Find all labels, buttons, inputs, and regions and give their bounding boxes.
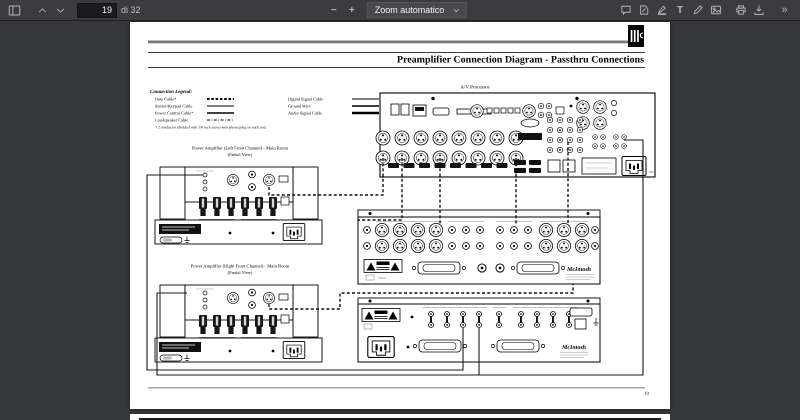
speech-bubble-icon <box>620 4 632 16</box>
legend-item: Audio Signal Cable <box>288 110 322 116</box>
image-icon <box>710 4 722 16</box>
legend-item: Data Cable* <box>155 96 177 102</box>
preamplifier-unit <box>358 210 600 284</box>
pdf-toolbar <box>0 0 800 21</box>
save-button[interactable] <box>750 2 768 18</box>
printer-icon <box>735 4 747 16</box>
more-tools-button[interactable]: » <box>781 4 787 16</box>
pdf-page-19 <box>130 22 670 409</box>
chevron-up-icon <box>37 5 48 16</box>
page-content <box>130 22 670 410</box>
image-tool-button[interactable] <box>707 2 725 18</box>
toolbar-right-group <box>617 2 800 18</box>
page-header <box>148 25 645 68</box>
print-button[interactable] <box>732 2 750 18</box>
legend-item: Power Control Cable* <box>155 110 194 116</box>
pdf-page-20-edge <box>130 414 670 420</box>
signature-icon <box>638 4 650 16</box>
download-icon <box>753 4 765 16</box>
text-icon: T <box>676 4 684 16</box>
zoom-in-button[interactable]: + <box>348 4 355 16</box>
draw-tool-button[interactable] <box>689 2 707 18</box>
signature-tool-button[interactable] <box>635 2 653 18</box>
amp-left-label: Power Amplifier (Left Front Channel) - Main Room <box>191 145 289 151</box>
pen-icon <box>692 4 704 16</box>
sidebar-toggle-button[interactable] <box>5 2 23 18</box>
preamp-brand-label: McIntosh <box>566 267 592 273</box>
zoom-out-button[interactable]: − <box>330 4 337 16</box>
toolbar-zoom-group <box>325 0 467 20</box>
mcintosh-logo <box>628 25 644 47</box>
highlight-tool-button[interactable] <box>653 2 671 18</box>
power-amp-right-unit <box>155 264 322 363</box>
previous-page-button[interactable] <box>33 2 51 18</box>
legend-item: Ground Wire <box>288 103 311 109</box>
amp-right-label: Power Amplifier (Right Front Channel) - Main Room <box>190 263 290 269</box>
sidebar-icon <box>8 4 21 17</box>
text-tool-button[interactable] <box>671 2 689 18</box>
controller-brand-label: McIntosh <box>561 345 587 351</box>
amp-left-sublabel: (Partial View) <box>227 152 253 157</box>
comment-tool-button[interactable] <box>617 2 635 18</box>
legend-item: Digital Signal Cable <box>288 96 324 102</box>
page-number-input[interactable] <box>77 3 117 18</box>
av-processor-label: A/V Processor <box>460 85 490 91</box>
legend-item: Sensor/Keypad Cable <box>155 103 193 109</box>
chevron-down-icon <box>452 6 461 15</box>
pdf-viewer-canvas[interactable] <box>0 21 800 420</box>
chevron-down-icon <box>55 5 66 16</box>
zoom-select[interactable] <box>367 2 467 18</box>
amp-right-sublabel: (Partial View) <box>227 270 253 275</box>
next-page-button[interactable] <box>51 2 69 18</box>
page-title: Preamplifier Connection Diagram - Passthru Connections <box>396 54 644 66</box>
page-number: 19 <box>643 391 649 397</box>
highlighter-icon <box>656 4 668 16</box>
legend-footnote: * 2 conductor shielded with 1/8 inch stereo mini phone plug on each end. <box>155 125 267 130</box>
page-count-label: di 32 <box>121 5 141 15</box>
zoom-select-value: Zoom automatico <box>374 5 445 15</box>
toolbar-left-group <box>0 2 145 18</box>
page-footer <box>148 388 649 398</box>
av-processor-unit <box>376 85 655 178</box>
power-amp-left-unit <box>155 146 322 245</box>
legend-heading: Connection Legend: <box>150 90 193 95</box>
connection-legend <box>150 89 379 130</box>
legend-item: Loudspeaker Cable <box>155 117 189 123</box>
